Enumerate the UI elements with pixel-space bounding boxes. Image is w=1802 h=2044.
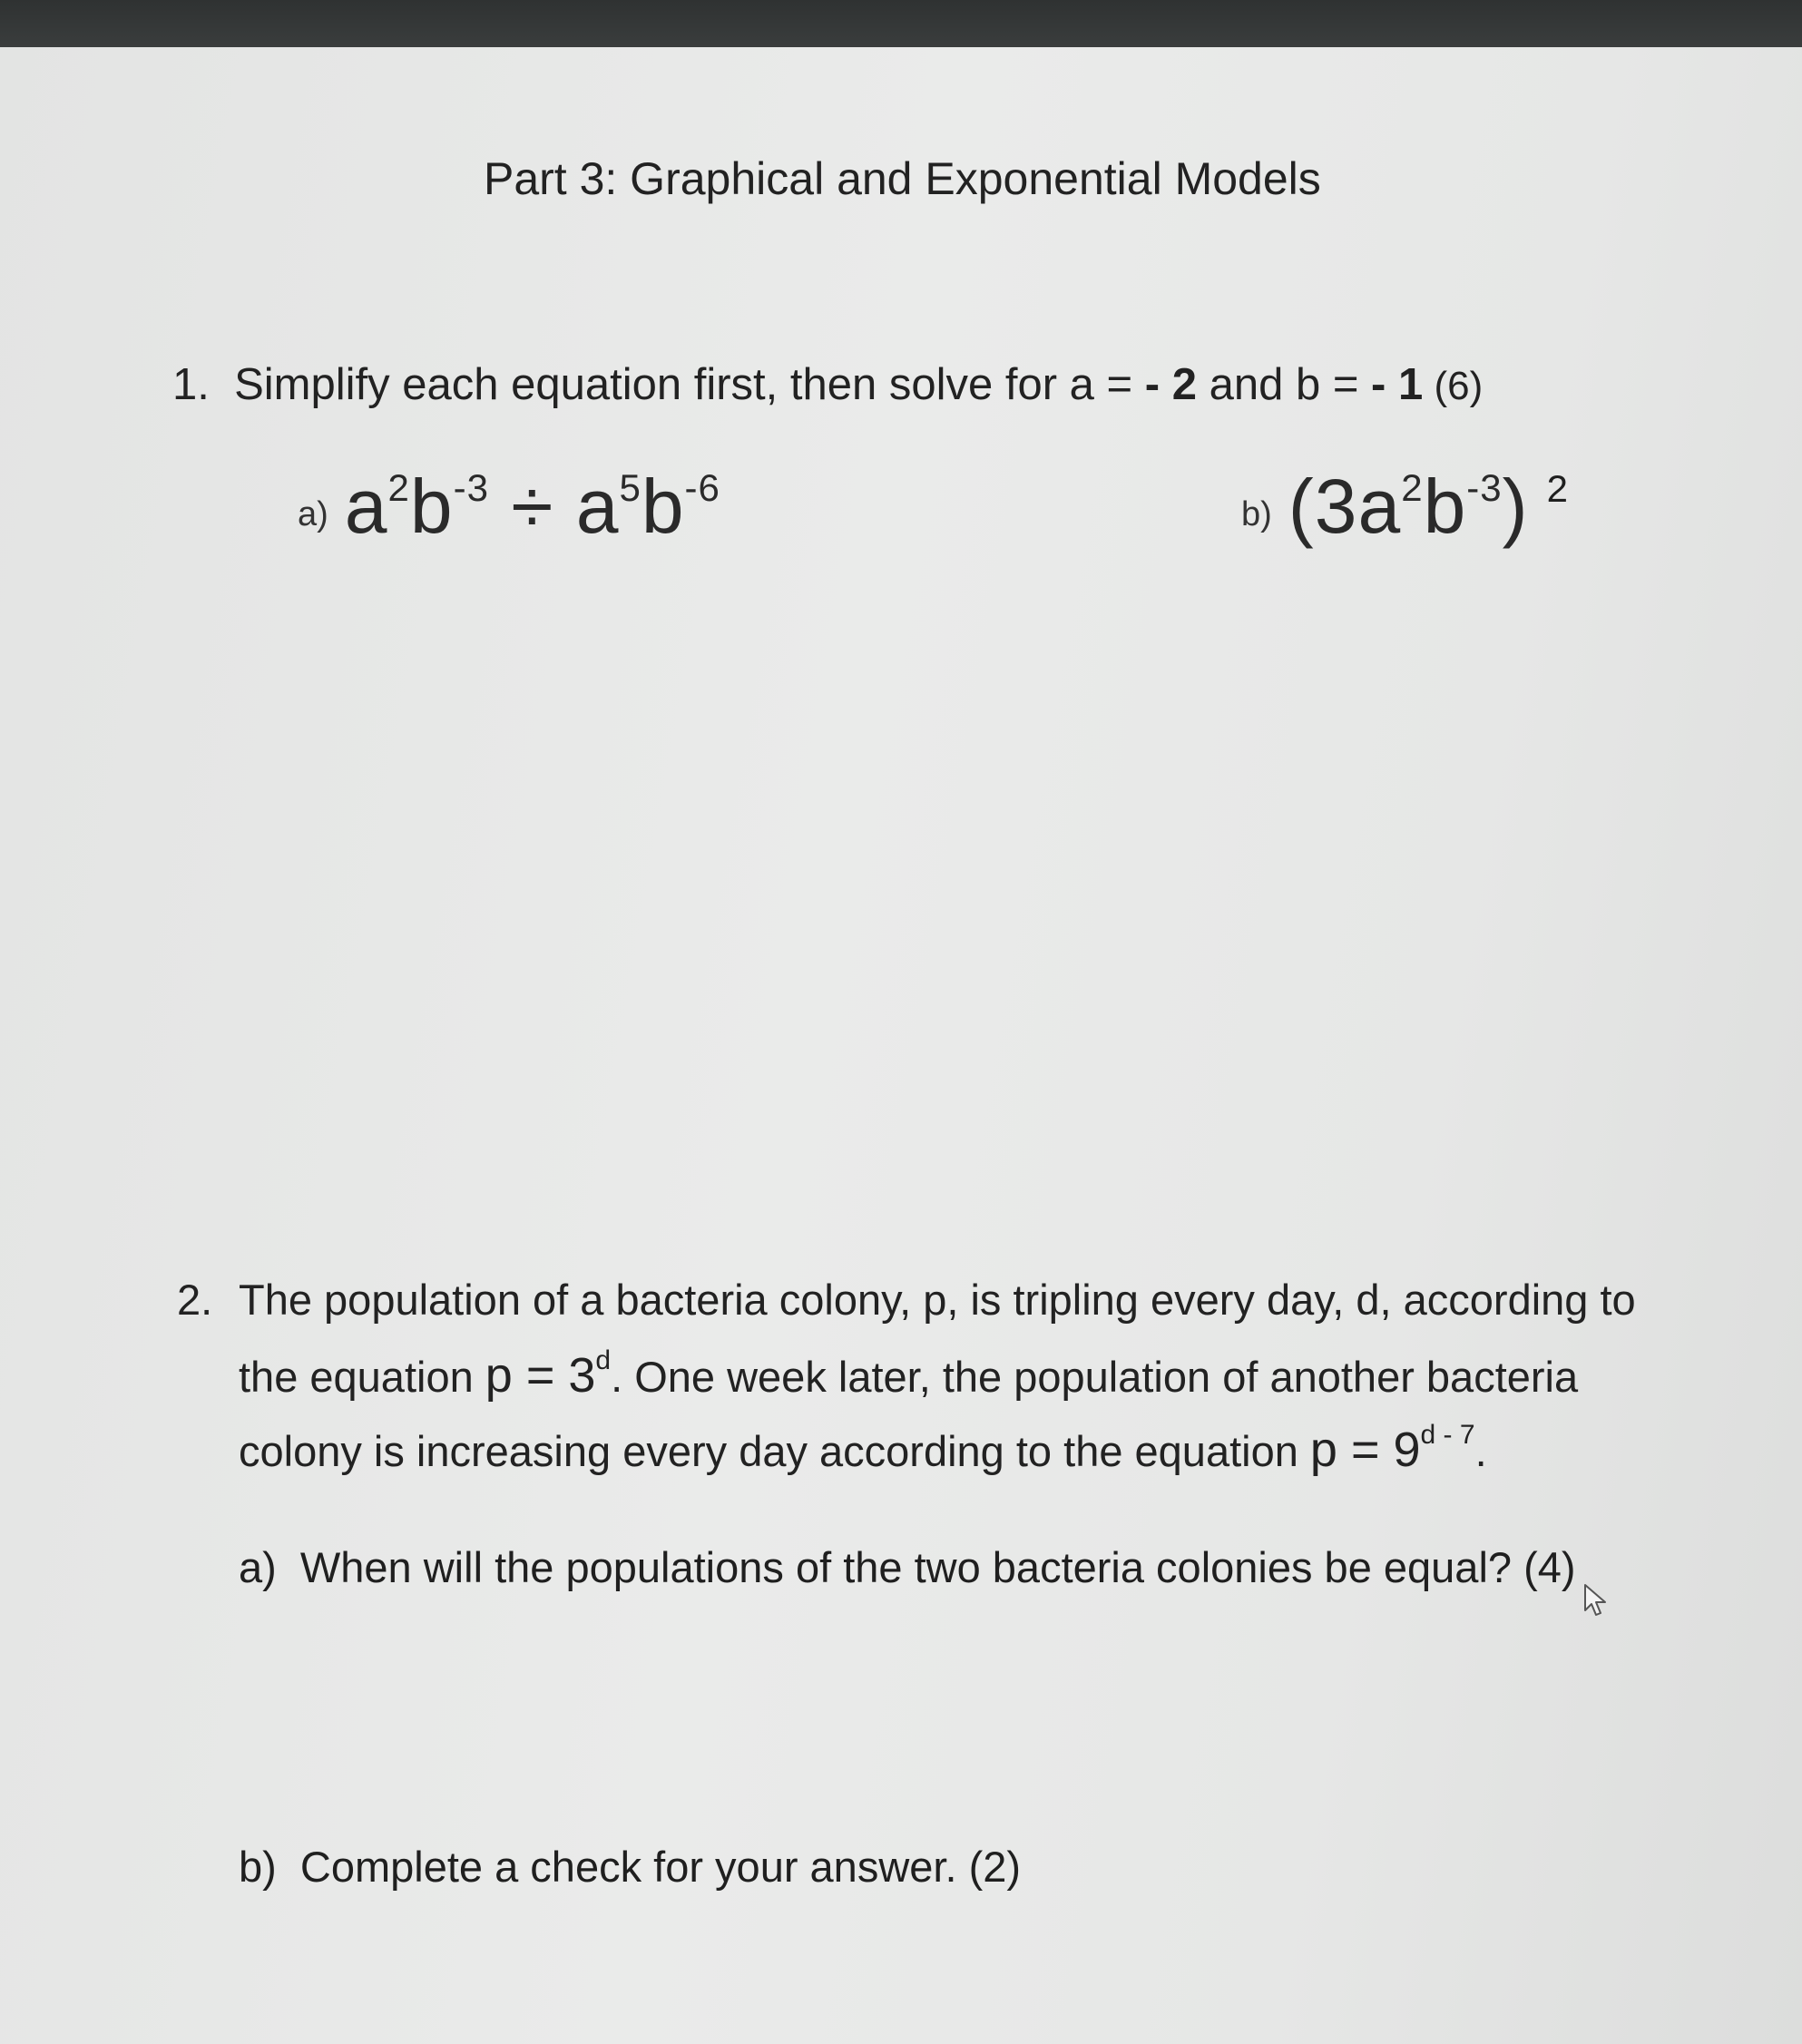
question-2-text-3b: . (1474, 1427, 1487, 1475)
divide-sign: ÷ (488, 464, 576, 549)
question-2-part-b: b) Complete a check for your answer. (2) (239, 1843, 1022, 1891)
equation-1 (485, 1345, 612, 1403)
question-2-text-2a: the equation (239, 1353, 485, 1401)
b-value: - 1 (1371, 360, 1424, 409)
question-1-text: Simplify each equation first, then solve for a = (234, 360, 1145, 409)
a-value: - 2 (1144, 360, 1197, 409)
expr-a-base2: b (409, 464, 454, 549)
mouse-pointer-icon (1583, 1583, 1611, 1619)
equation-2-exp: d - 7 (1420, 1420, 1475, 1450)
question-2-number: 2. (177, 1276, 213, 1324)
question-2-text-2b: . One week later, the population of another bacteria (611, 1353, 1579, 1401)
expr-a-base4: b (641, 464, 685, 549)
question-2-line-2 (239, 1347, 1578, 1403)
expr-b-base2: b (1423, 464, 1467, 549)
question-1 (172, 359, 1483, 410)
question-2-line-3 (239, 1422, 1487, 1478)
expr-a-base1: a (344, 464, 388, 549)
expression-b (1241, 463, 1568, 551)
expr-a-exp4: -6 (684, 466, 720, 509)
expr-a-exp2: -3 (453, 466, 489, 509)
question-1-and: and b = (1196, 360, 1372, 409)
expression-a (298, 463, 720, 551)
equation-2-base: p = 9 (1309, 1423, 1421, 1477)
expr-b-exp1: 2 (1401, 466, 1424, 509)
question-2-text-1: The population of a bacteria colony, p, is tripling every day, d, according to (239, 1276, 1636, 1324)
question-2-line-1 (177, 1275, 1636, 1325)
equation-2 (1309, 1420, 1475, 1477)
question-2-part-a: a) When will the populations of the two bacteria colonies be equal? (4) (239, 1543, 1576, 1591)
expr-b-close: ) (1502, 464, 1529, 549)
equation-1-exp: d (595, 1345, 612, 1375)
part-a-label: a) (298, 495, 328, 533)
page-title: Part 3: Graphical and Exponential Models (484, 153, 1321, 204)
expr-a-exp1: 2 (387, 466, 410, 509)
expr-b-open: (3a (1288, 464, 1402, 549)
expr-b-power: 2 (1546, 467, 1568, 510)
expr-b-exp2: -3 (1466, 466, 1503, 509)
monitor-top-bezel (0, 0, 1802, 47)
question-2-text-3a: colony is increasing every day according to the equation (239, 1427, 1310, 1475)
worksheet-page (0, 47, 1802, 2044)
question-1-number: 1. (172, 360, 210, 409)
expr-a-base3: a (575, 464, 620, 549)
equation-1-base: p = 3 (485, 1348, 596, 1403)
part-b-label: b) (1241, 495, 1272, 533)
question-1-points: (6) (1423, 364, 1484, 408)
expr-a-exp3: 5 (619, 466, 641, 509)
